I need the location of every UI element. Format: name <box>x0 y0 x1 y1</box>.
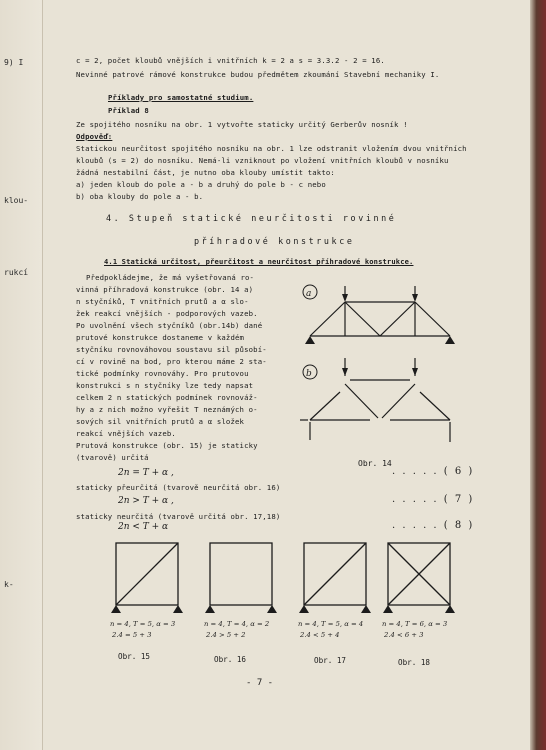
equation-7: 2n > T + α , <box>118 496 174 506</box>
figure-14-caption: Obr. 14 <box>358 459 392 468</box>
body-line: cí v rovině na bod, pro kterou máme 2 sta- <box>76 357 267 366</box>
page-number: - 7 - <box>246 678 274 688</box>
body-line: sových sil vnitřních prutů a α složek <box>76 417 245 426</box>
answer-label: Odpověď: <box>76 132 113 141</box>
figure-17-params: n = 4, T = 5, α = 4 <box>298 620 364 628</box>
body-line: styčníku rovnováhovou soustavu sil působí- <box>76 345 267 354</box>
figure-18-caption: Obr. 18 <box>398 658 431 667</box>
body-line: tické podmínky rovnováhy. Pro prutovou <box>76 369 249 378</box>
margin-note: k- <box>4 580 14 589</box>
equation-number-8: . . . . . ( 8 ) <box>392 520 475 531</box>
body-line: prutové konstrukce dostaneme v každém <box>76 333 245 342</box>
subsection-title: 4.1 Statická určitost, přeurčitost a neurčitost příhradové konstrukce. <box>104 257 414 266</box>
body-line: Prutová konstrukce (obr. 15) je staticky <box>76 441 258 450</box>
figure-18-equation: 2.4 < 6 + 3 <box>384 631 424 639</box>
answer-line: žádná nestabilní část, je nutno oba klouby umístit takto: <box>76 168 335 177</box>
body-line: Po uvolnění všech styčníků (obr.14b) dané <box>76 321 263 330</box>
equation-number-7: . . . . . ( 7 ) <box>392 494 475 505</box>
body-line: konstrukci s n styčníky lze tedy napsat <box>76 381 254 390</box>
body-line: hy a z nich možno vyřešit T neznámých o- <box>76 405 258 414</box>
intro-line: c = 2, počet kloubů vnějších i vnitřních k = 2 a s = 3.3.2 - 2 = 16. <box>76 56 385 65</box>
body-line: vinná příhradová konstrukce (obr. 14 a) <box>76 285 254 294</box>
figure-16-caption: Obr. 16 <box>214 655 247 664</box>
answer-line: b) oba klouby do pole a - b. <box>76 192 204 201</box>
figure-18-params: n = 4, T = 6, α = 3 <box>382 620 448 628</box>
answer-line: Statickou neurčitost spojitého nosníku na obr. 1 lze odstranit vložením dvou vnitřních <box>76 144 467 153</box>
example-label: Příklad 8 <box>108 106 149 115</box>
example-text: Ze spojitého nosníku na obr. 1 vytvořte staticky určitý Gerberův nosník ! <box>76 120 408 129</box>
section-title: 4. Stupeň statické neurčitosti rovinné <box>106 213 397 223</box>
body-line: n styčníků, T vnitřních prutů a α slo- <box>76 297 249 306</box>
answer-line: a) jeden kloub do pole a - b a druhý do pole b - c nebo <box>76 180 326 189</box>
body-line: celkem 2 n statických podmínek rovnováž- <box>76 393 258 402</box>
book-edge <box>530 0 546 750</box>
figure-17-equation: 2.4 < 5 + 4 <box>300 631 340 639</box>
figure-14a-label: a <box>306 289 312 299</box>
answer-line: kloubů (s = 2) do nosníku. Nemá-li vzniknout po vložení vnitřních kloubů v nosníku <box>76 156 449 165</box>
binding-margin <box>0 0 43 750</box>
figure-14b-label: b <box>306 369 312 379</box>
margin-note: rukcí <box>4 268 29 277</box>
margin-note: klou- <box>4 196 29 205</box>
figure-18 <box>380 535 460 615</box>
equation-6: 2n = T + α , <box>118 468 174 478</box>
figure-14 <box>300 272 480 472</box>
equation-8: 2n < T + α <box>118 522 169 532</box>
intro-line: Nevinné patrové rámové konstrukce budou předmětem zkoumání Stavební mechaniky I. <box>76 70 440 79</box>
body-line: staticky přeurčitá (tvarově neurčitá obr. 16) <box>76 483 281 492</box>
figure-15 <box>108 535 188 615</box>
margin-note: 9) I <box>4 58 24 67</box>
body-line: Předpokládejme, že má vyšetřovaná ro- <box>86 273 255 282</box>
figure-15-params: n = 4, T = 5, α = 3 <box>110 620 176 628</box>
body-line: žek reakcí vnějších - podporových vazeb. <box>76 309 258 318</box>
figure-15-caption: Obr. 15 <box>118 652 151 661</box>
equation-number-6: . . . . . ( 6 ) <box>392 466 475 477</box>
figure-15-equation: 2.4 = 5 + 3 <box>112 631 152 639</box>
body-line: reakcí vnějších vazeb. <box>76 429 176 438</box>
figure-17-caption: Obr. 17 <box>314 656 347 665</box>
section-title-cont: příhradové konstrukce <box>194 236 355 246</box>
figure-16-params: n = 4, T = 4, α = 2 <box>204 620 270 628</box>
examples-heading: Příklady pro samostatné studium. <box>108 93 254 102</box>
figure-16-equation: 2.4 > 5 + 2 <box>206 631 246 639</box>
figure-17 <box>296 535 376 615</box>
figure-16 <box>202 535 282 615</box>
body-line: (tvarově) určitá <box>76 453 149 462</box>
body-line: staticky neurčitá (tvarově určitá obr. 17,18) <box>76 512 281 521</box>
